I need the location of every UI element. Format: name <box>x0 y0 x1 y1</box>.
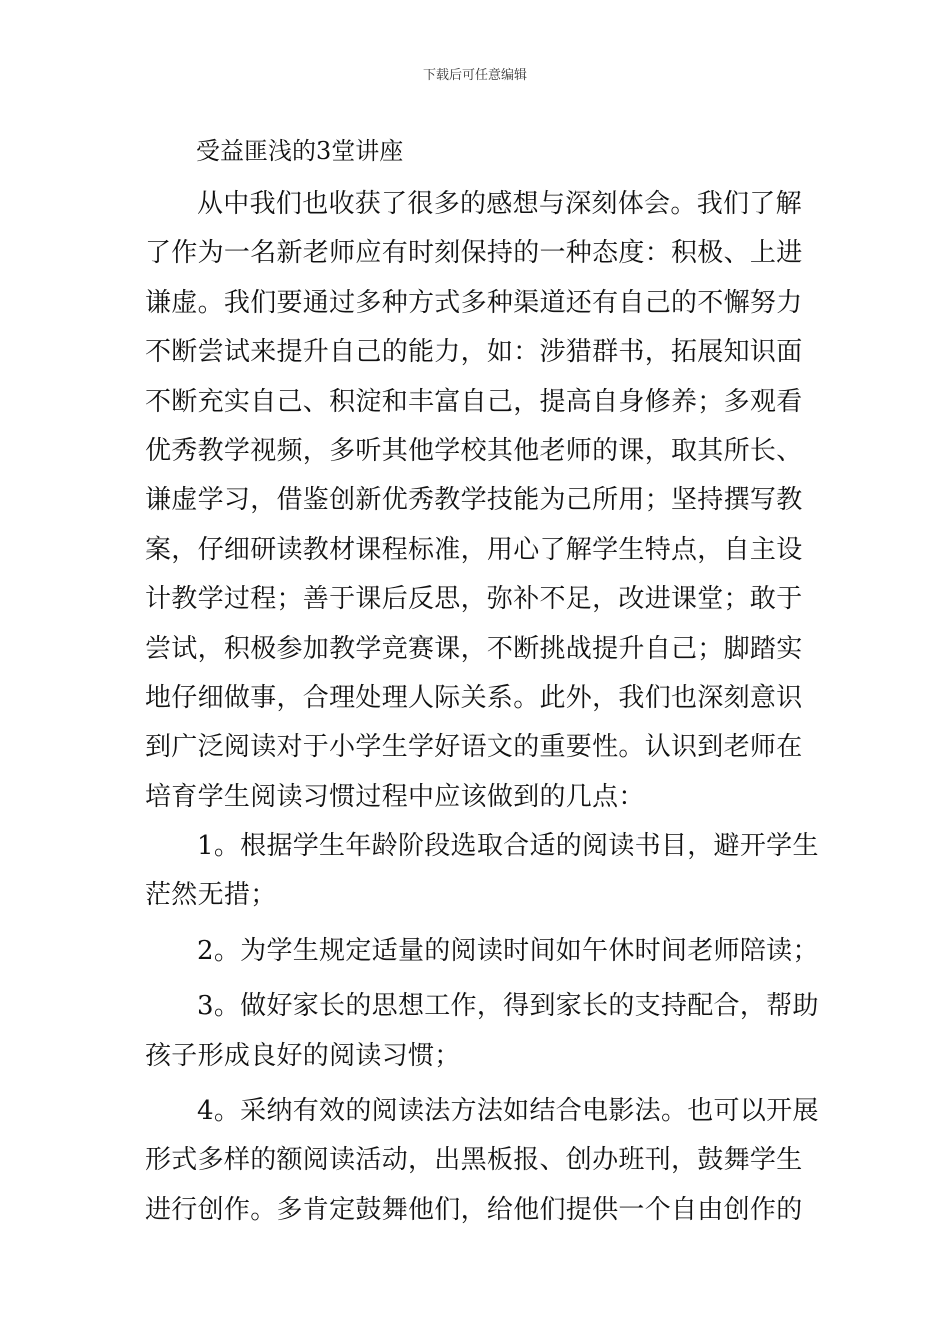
paragraph-line: 从中我们也收获了很多的感想与深刻体会。我们了解 <box>197 189 802 219</box>
paragraph-line: 谦虚。我们要通过多种方式多种渠道还有自己的不懈努力 <box>145 287 803 318</box>
paragraph-line: 了作为一名新老师应有时刻保持的一种态度：积极、上进 <box>145 238 803 269</box>
paragraph-line: 不断充实自己、积淀和丰富自己，提高自身修养；多观看 <box>145 386 803 417</box>
paragraph-line: 谦虚学习，借鉴创新优秀教学技能为己所用；坚持撰写教 <box>145 485 803 516</box>
paragraph-line: 培育学生阅读习惯过程中应该做到的几点： <box>145 781 645 812</box>
list-item-line: 进行创作。多肯定鼓舞他们，给他们提供一个自由创作的 <box>145 1194 803 1225</box>
list-item-line: 3。做好家长的思想工作，得到家长的支持配合，帮助 <box>197 991 819 1022</box>
paragraph-line: 不断尝试来提升自己的能力，如：涉猎群书，拓展知识面 <box>145 337 803 368</box>
paragraph-line: 计教学过程；善于课后反思，弥补不足，改进课堂；敢于 <box>145 584 803 615</box>
list-item-line: 形式多样的额阅读活动，出黑板报、创办班刊，鼓舞学生 <box>145 1145 803 1176</box>
list-item-line: 1。根据学生年龄阶段选取合适的阅读书目，避开学生 <box>197 831 819 862</box>
list-item-line: 茫然无措； <box>145 880 277 911</box>
list-item-line: 孩子形成良好的阅读习惯； <box>145 1040 461 1071</box>
paragraph-line: 到广泛阅读对于小学生学好语文的重要性。认识到老师在 <box>145 732 803 763</box>
document-title: 受益匪浅的3堂讲座 <box>196 137 404 165</box>
list-item-line: 2。为学生规定适量的阅读时间如午休时间老师陪读； <box>197 935 819 966</box>
paragraph-line: 优秀教学视频，多听其他学校其他老师的课，取其所长、 <box>145 435 803 466</box>
paragraph-line: 案，仔细研读教材课程标准，用心了解学生特点，自主设 <box>145 534 803 565</box>
list-item-line: 4。采纳有效的阅读法方法如结合电影法。也可以开展 <box>197 1096 819 1127</box>
paragraph-line: 地仔细做事，合理处理人际关系。此外，我们也深刻意识 <box>145 682 803 713</box>
page-header: 下载后可任意编辑 <box>422 68 527 83</box>
paragraph-line: 尝试，积极参加教学竞赛课，不断挑战提升自己；脚踏实 <box>145 633 803 664</box>
document-body <box>145 180 819 1235</box>
